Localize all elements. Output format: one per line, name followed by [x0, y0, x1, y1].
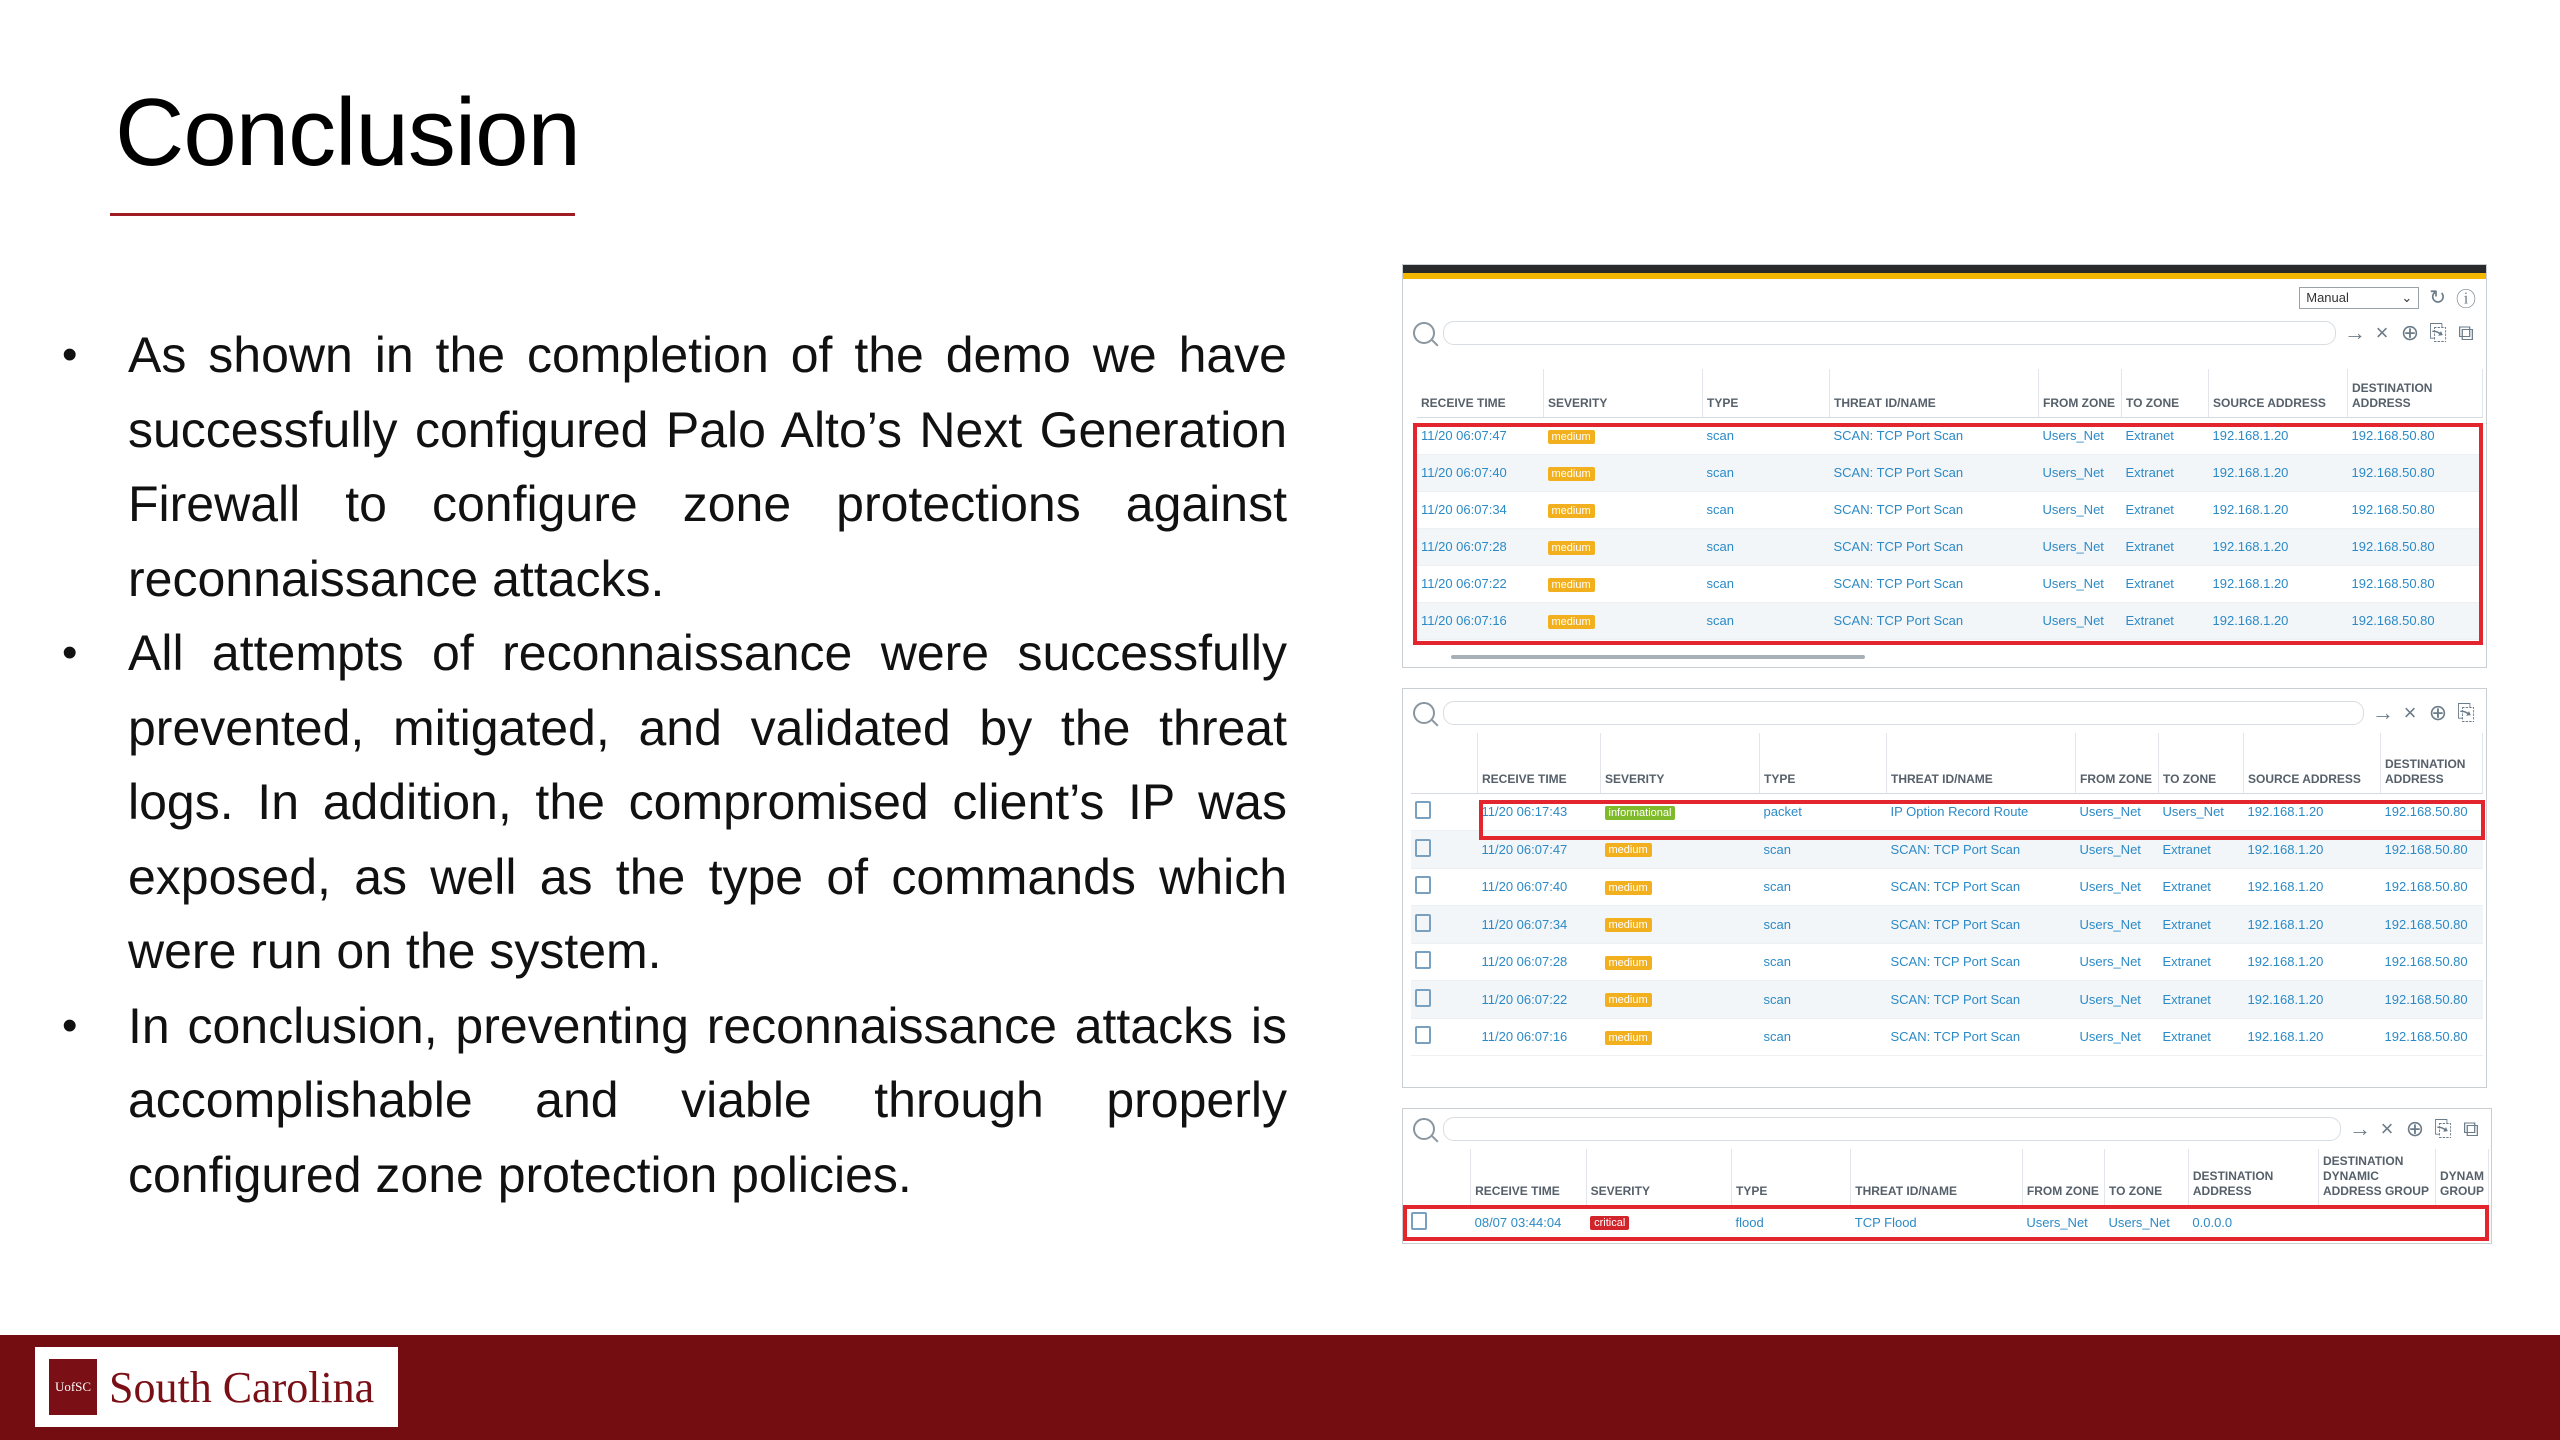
cell-type: scan	[1703, 602, 1830, 639]
column-header[interactable]: RECEIVE TIME	[1471, 1149, 1586, 1205]
column-header[interactable]: TYPE	[1760, 733, 1887, 793]
cell-threat: IP Option Record Route	[1887, 793, 2076, 831]
filter-row	[1403, 315, 2486, 351]
add-filter-icon[interactable]: ⊕	[2428, 700, 2448, 725]
severity-badge: medium	[1548, 430, 1595, 444]
cell-type: scan	[1760, 981, 1887, 1019]
bullet-dot-icon: •	[62, 1000, 78, 1050]
bullet-dot-icon: •	[62, 330, 78, 379]
cell-threat: SCAN: TCP Port Scan	[1887, 831, 2076, 869]
table-header-row	[1417, 369, 2483, 417]
save-filter-icon[interactable]: ⎘	[2457, 700, 2475, 725]
table-row[interactable]	[1411, 943, 2483, 981]
cell-from: Users_Net	[2039, 417, 2122, 454]
cell-to: Extranet	[2122, 528, 2209, 565]
cell-threat: SCAN: TCP Port Scan	[1887, 1018, 2076, 1056]
cell-from: Users_Net	[2076, 831, 2159, 869]
cell-threat: SCAN: TCP Port Scan	[1830, 491, 2039, 528]
bullet-text: All attempts of reconnaissance were successfully prevented, mitigated, and validated by the threat logs. In addition, the compromised client’s IP was exposed, as well as the type of commands which were run on the system.	[128, 625, 1287, 979]
column-header[interactable]: TYPE	[1703, 369, 1830, 417]
cell-src: 192.168.1.20	[2244, 793, 2381, 831]
cell-severity	[1601, 981, 1760, 1019]
brand-text: South Carolina	[109, 1362, 375, 1412]
cell-from: Users_Net	[2022, 1205, 2104, 1239]
apply-filter-icon[interactable]: →	[2349, 1116, 2371, 1141]
cell-severity	[1601, 1018, 1760, 1056]
highlight-box	[1413, 423, 2483, 645]
table-row[interactable]	[1411, 981, 2483, 1019]
severity-badge: medium	[1548, 541, 1595, 555]
search-icon	[1413, 1118, 1435, 1140]
bullet-item	[62, 318, 1287, 616]
cell-src: 192.168.1.20	[2209, 491, 2348, 528]
cell-to: Extranet	[2159, 1018, 2244, 1056]
log-detail-icon[interactable]	[1415, 951, 1431, 969]
cell-src: 192.168.1.20	[2209, 454, 2348, 491]
panel-header-bar	[1403, 265, 2486, 279]
severity-badge: medium	[1605, 881, 1652, 895]
cell-src: 192.168.1.20	[2244, 868, 2381, 906]
cell-to: Extranet	[2159, 981, 2244, 1019]
cell-to: Users_Net	[2104, 1205, 2188, 1239]
refresh-mode-select[interactable]	[2299, 287, 2419, 309]
column-header[interactable]: DESTINATION ADDRESS	[2381, 733, 2483, 793]
severity-badge: medium	[1548, 467, 1595, 481]
column-header[interactable]: THREAT ID/NAME	[1851, 1149, 2023, 1205]
column-header[interactable]: TO ZONE	[2159, 733, 2244, 793]
severity-badge: medium	[1548, 615, 1595, 629]
severity-badge: medium	[1548, 578, 1595, 592]
filter-tools	[2344, 320, 2476, 346]
cell-to: Users_Net	[2159, 793, 2244, 831]
cell-threat: SCAN: TCP Port Scan	[1830, 454, 2039, 491]
seal-icon	[49, 1359, 97, 1415]
cell-type: scan	[1703, 417, 1830, 454]
cell-from: Users_Net	[2039, 454, 2122, 491]
bullet-dot-icon: •	[62, 628, 78, 677]
cell-dst: 192.168.50.80	[2348, 528, 2483, 565]
cell-time: 11/20 06:17:43	[1478, 793, 1601, 831]
column-header[interactable]: DESTINATION ADDRESS	[2348, 369, 2483, 417]
cell-time: 11/20 06:07:22	[1417, 565, 1544, 602]
cell-to: Extranet	[2122, 491, 2209, 528]
cell-type: scan	[1703, 565, 1830, 602]
help-icon[interactable]: ⓘ	[2456, 289, 2476, 311]
cell-from: Users_Net	[2076, 906, 2159, 944]
column-header[interactable]: DESTINATION DYNAMIC ADDRESS GROUP	[2318, 1149, 2435, 1205]
university-logo	[35, 1347, 398, 1427]
column-header[interactable]: SEVERITY	[1601, 733, 1760, 793]
threat-log-table	[1411, 733, 2483, 1056]
filter-row	[1403, 1111, 2491, 1147]
column-header[interactable]: SEVERITY	[1586, 1149, 1731, 1205]
cell-dst: 192.168.50.80	[2381, 868, 2483, 906]
filter-tools	[2349, 1116, 2481, 1142]
horizontal-scrollbar[interactable]	[1451, 655, 1865, 659]
filter-row	[1403, 695, 2486, 731]
severity-badge: medium	[1548, 504, 1595, 518]
bullet-item	[62, 989, 1287, 1213]
bullet-item	[62, 616, 1287, 989]
cell-type: scan	[1703, 491, 1830, 528]
cell-time: 11/20 06:07:34	[1478, 906, 1601, 944]
cell-src: 192.168.1.20	[2209, 528, 2348, 565]
cell-type: flood	[1732, 1205, 1851, 1239]
column-header[interactable]: SOURCE ADDRESS	[2244, 733, 2381, 793]
cell-dst: 192.168.50.80	[2381, 1018, 2483, 1056]
cell-type: scan	[1760, 906, 1887, 944]
column-header[interactable]: SOURCE ADDRESS	[2209, 369, 2348, 417]
log-detail-icon[interactable]	[1415, 989, 1431, 1007]
cell-dst: 192.168.50.80	[2381, 943, 2483, 981]
cell-from: Users_Net	[2076, 981, 2159, 1019]
cell-severity	[1601, 906, 1760, 944]
column-header[interactable]: RECEIVE TIME	[1478, 733, 1601, 793]
cell-time: 08/07 03:44:04	[1471, 1205, 1586, 1239]
severity-badge: informational	[1605, 806, 1676, 820]
cell-dst: 192.168.50.80	[2381, 793, 2483, 831]
table-row[interactable]	[1411, 868, 2483, 906]
add-filter-icon[interactable]: ⊕	[2405, 1116, 2425, 1141]
cell-threat: SCAN: TCP Port Scan	[1830, 528, 2039, 565]
save-filter-icon[interactable]: ⎘	[2429, 320, 2447, 345]
cell-from: Users_Net	[2039, 528, 2122, 565]
cell-dst: 192.168.50.80	[2348, 491, 2483, 528]
refresh-icon[interactable]: ↻	[2429, 287, 2446, 309]
cell-time: 11/20 06:07:47	[1478, 831, 1601, 869]
apply-filter-icon[interactable]: →	[2372, 700, 2394, 725]
log-detail-icon[interactable]	[1415, 801, 1431, 819]
bullet-list	[62, 318, 1287, 1212]
cell-threat: TCP Flood	[1851, 1205, 2023, 1239]
highlight-box	[1403, 1205, 2489, 1241]
filter-tools	[2372, 700, 2476, 726]
cell-src: 192.168.1.20	[2244, 981, 2381, 1019]
cell-src: 192.168.1.20	[2244, 943, 2381, 981]
column-header[interactable]: FROM ZONE	[2022, 1149, 2104, 1205]
cell-to: Extranet	[2122, 602, 2209, 639]
cell-dst: 192.168.50.80	[2381, 831, 2483, 869]
cell-src: 192.168.1.20	[2244, 831, 2381, 869]
cell-to: Extranet	[2159, 868, 2244, 906]
cell-time: 11/20 06:07:16	[1478, 1018, 1601, 1056]
cell-time: 11/20 06:07:28	[1478, 943, 1601, 981]
threat-log-screenshot-2	[1402, 688, 2487, 1088]
severity-badge: critical	[1590, 1216, 1629, 1230]
column-header[interactable]: FROM ZONE	[2076, 733, 2159, 793]
cell-dst: 0.0.0.0	[2188, 1205, 2318, 1239]
cell-threat: SCAN: TCP Port Scan	[1830, 565, 2039, 602]
table-row[interactable]	[1411, 906, 2483, 944]
cell-time: 11/20 06:07:40	[1478, 868, 1601, 906]
chevron-down-icon: ⌄	[2401, 289, 2413, 305]
cell-time: 11/20 06:07:22	[1478, 981, 1601, 1019]
bullet-text: As shown in the completion of the demo we have successfully configured Palo Alto’s Next Generation Firewall to configure zone protections against reconnaissance attacks.	[128, 327, 1287, 607]
column-header[interactable]: THREAT ID/NAME	[1887, 733, 2076, 793]
cell-time: 11/20 06:07:34	[1417, 491, 1544, 528]
cell-src: 192.168.1.20	[2209, 602, 2348, 639]
bullet-text: In conclusion, preventing reconnaissance attacks is accomplishable and viable through properly configured zone protection policies.	[128, 997, 1287, 1203]
column-header[interactable]: RECEIVE TIME	[1417, 369, 1544, 417]
search-icon	[1413, 702, 1435, 724]
column-header[interactable]: TO ZONE	[2104, 1149, 2188, 1205]
cell-from: Users_Net	[2076, 793, 2159, 831]
cell-to: Extranet	[2122, 454, 2209, 491]
column-header[interactable]: SEVERITY	[1544, 369, 1703, 417]
add-filter-icon[interactable]: ⊕	[2400, 320, 2420, 345]
log-detail-icon[interactable]	[1415, 914, 1431, 932]
cell-type: scan	[1703, 454, 1830, 491]
filter-input[interactable]	[1443, 321, 2336, 345]
column-header[interactable]: DESTINATION ADDRESS	[2188, 1149, 2318, 1205]
cell-dst: 192.168.50.80	[2348, 565, 2483, 602]
cell-time: 11/20 06:07:40	[1417, 454, 1544, 491]
table-header-row	[1407, 1149, 2489, 1205]
cell-src: 192.168.1.20	[2244, 906, 2381, 944]
column-header[interactable]: DYNAM GROUP	[2436, 1149, 2489, 1205]
cell-from: Users_Net	[2039, 602, 2122, 639]
cell-severity	[1601, 943, 1760, 981]
cell-to: Extranet	[2122, 565, 2209, 602]
column-header[interactable]: TYPE	[1732, 1149, 1851, 1205]
cell-time: 11/20 06:07:16	[1417, 602, 1544, 639]
cell-type: scan	[1760, 943, 1887, 981]
cell-dst: 192.168.50.80	[2348, 417, 2483, 454]
threat-log-screenshot-1	[1402, 264, 2487, 668]
column-header[interactable]: FROM ZONE	[2039, 369, 2122, 417]
load-filter-icon[interactable]: ⧉	[2458, 320, 2474, 345]
search-icon	[1413, 322, 1435, 344]
cell-src: 192.168.1.20	[2244, 1018, 2381, 1056]
clear-filter-icon[interactable]: ×	[2375, 320, 2389, 345]
seal-text: UofSC	[54, 1379, 92, 1394]
cell-threat: SCAN: TCP Port Scan	[1887, 868, 2076, 906]
load-filter-icon[interactable]: ⧉	[2463, 1116, 2479, 1141]
cell-threat: SCAN: TCP Port Scan	[1887, 906, 2076, 944]
threat-log-screenshot-3	[1402, 1108, 2492, 1244]
cell-threat: SCAN: TCP Port Scan	[1830, 417, 2039, 454]
cell-dst: 192.168.50.80	[2381, 906, 2483, 944]
cell-to: Extranet	[2122, 417, 2209, 454]
cell-from: Users_Net	[2076, 943, 2159, 981]
cell-to: Extranet	[2159, 906, 2244, 944]
cell-src: 192.168.1.20	[2209, 417, 2348, 454]
log-detail-icon[interactable]	[1415, 839, 1431, 857]
log-detail-icon[interactable]	[1415, 1026, 1431, 1044]
cell-src: 192.168.1.20	[2209, 565, 2348, 602]
table-header-row	[1411, 733, 2483, 793]
column-header[interactable]: TO ZONE	[2122, 369, 2209, 417]
cell-from: Users_Net	[2039, 565, 2122, 602]
filter-input[interactable]	[1443, 1117, 2341, 1141]
cell-type: scan	[1703, 528, 1830, 565]
cell-dst: 192.168.50.80	[2381, 981, 2483, 1019]
severity-badge: medium	[1605, 1031, 1652, 1045]
cell-threat: SCAN: TCP Port Scan	[1887, 981, 2076, 1019]
cell-severity	[1601, 868, 1760, 906]
select-value: Manual	[2306, 290, 2349, 305]
cell-from: Users_Net	[2076, 1018, 2159, 1056]
filter-input[interactable]	[1443, 701, 2364, 725]
cell-type: scan	[1760, 868, 1887, 906]
cell-type: scan	[1760, 831, 1887, 869]
cell-to: Extranet	[2159, 831, 2244, 869]
clear-filter-icon[interactable]: ×	[2403, 700, 2417, 725]
apply-filter-icon[interactable]: →	[2344, 320, 2366, 345]
severity-badge: medium	[1605, 918, 1652, 932]
severity-badge: medium	[1605, 843, 1652, 857]
cell-time: 11/20 06:07:28	[1417, 528, 1544, 565]
cell-type: scan	[1760, 1018, 1887, 1056]
column-header[interactable]: THREAT ID/NAME	[1830, 369, 2039, 417]
slide-title: Conclusion	[115, 79, 580, 186]
table-row[interactable]	[1411, 1018, 2483, 1056]
cell-threat: SCAN: TCP Port Scan	[1830, 602, 2039, 639]
highlight-box	[1479, 800, 2485, 840]
cell-threat: SCAN: TCP Port Scan	[1887, 943, 2076, 981]
save-filter-icon[interactable]: ⎘	[2434, 1116, 2452, 1141]
panel-toolbar	[2299, 283, 2476, 312]
severity-badge: medium	[1605, 993, 1652, 1007]
cell-dst: 192.168.50.80	[2348, 602, 2483, 639]
clear-filter-icon[interactable]: ×	[2380, 1116, 2394, 1141]
cell-dst: 192.168.50.80	[2348, 454, 2483, 491]
severity-badge: medium	[1605, 956, 1652, 970]
cell-time: 11/20 06:07:47	[1417, 417, 1544, 454]
log-detail-icon[interactable]	[1415, 876, 1431, 894]
cell-type: packet	[1760, 793, 1887, 831]
cell-from: Users_Net	[2039, 491, 2122, 528]
cell-from: Users_Net	[2076, 868, 2159, 906]
cell-to: Extranet	[2159, 943, 2244, 981]
title-underline	[110, 213, 575, 216]
